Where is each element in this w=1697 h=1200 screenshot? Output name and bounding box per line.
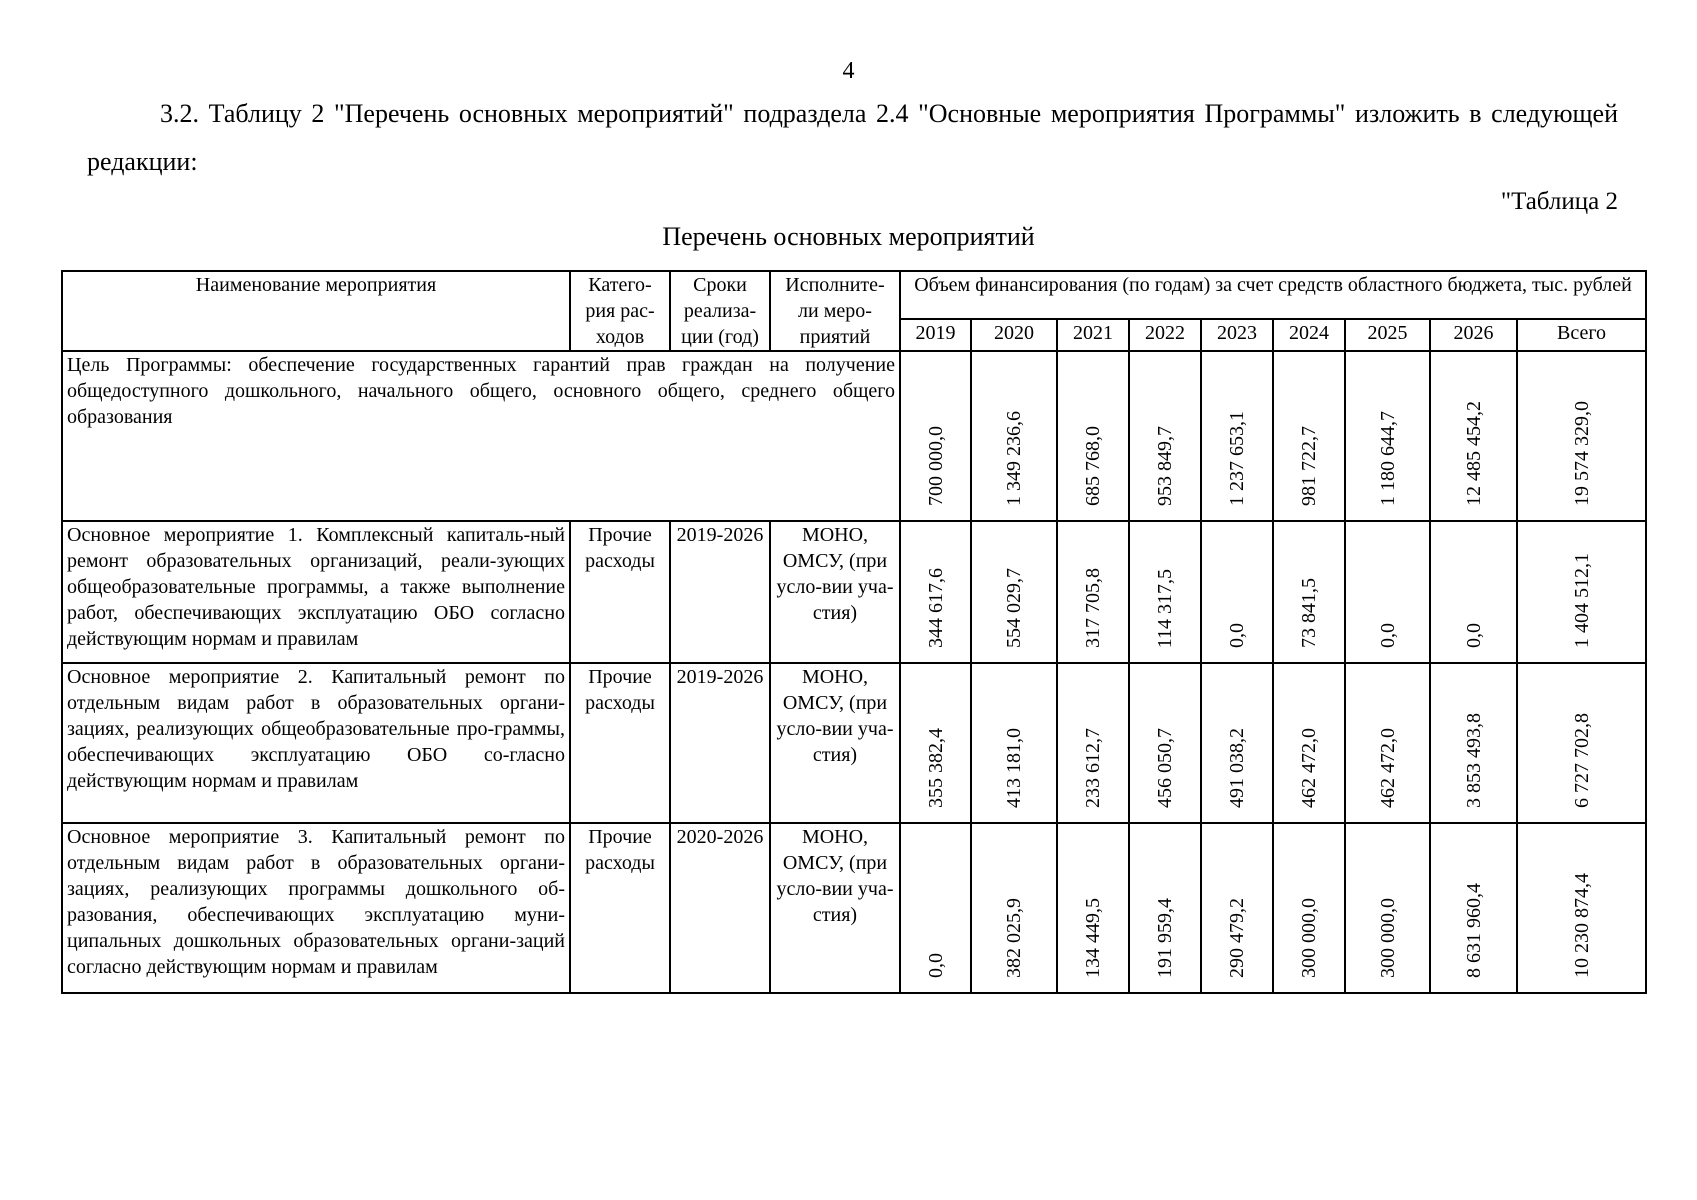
measure-terms: 2019-2026 [670,663,770,823]
header-year: 2025 [1345,319,1430,351]
header-row [62,271,1646,319]
measures-table [61,270,1647,994]
measure-name: Основное мероприятие 2. Капитальный ремонт по отдельным видам работ в образовательных органи-зациях, реализующих общеобразовательные про-граммы, обеспечивающих эксплуатацию ОБО со-гласно действующим нормам и правилам [62,663,570,823]
value-cell: 456 050,7 [1129,663,1201,823]
total-cell: 6 727 702,8 [1517,663,1646,823]
header-funding: Объем финансирования (по годам) за счет средств областного бюджета, тыс. рублей [900,271,1646,319]
measure-terms: 2019-2026 [670,521,770,663]
value-cell: 0,0 [1430,521,1517,663]
value-cell: 191 959,4 [1129,823,1201,993]
table-row [62,521,1646,663]
measure-category: Прочие расходы [570,663,670,823]
value-cell: 491 038,2 [1201,663,1273,823]
value-cell: 317 705,8 [1057,521,1129,663]
header-name: Наименование мероприятия [62,271,570,351]
header-year: 2026 [1430,319,1517,351]
header-year: 2022 [1129,319,1201,351]
value-cell: 382 025,9 [971,823,1057,993]
intro-paragraph: 3.2. Таблицу 2 "Перечень основных мероприятий" подраздела 2.4 "Основные мероприятия Программы" изложить в следующей редакции: [87,99,1618,176]
header-year: 2020 [971,319,1057,351]
value-cell: 1 180 644,7 [1345,351,1430,521]
value-cell: 300 000,0 [1273,823,1345,993]
value-cell: 981 722,7 [1273,351,1345,521]
value-cell: 1 349 236,6 [971,351,1057,521]
header-category: Катего-рия рас-ходов [570,271,670,351]
measure-name: Основное мероприятие 1. Комплексный капиталь-ный ремонт образовательных организаций, реали-зующих общеобразовательные программы, а также выполнение работ, обеспечивающих эксплуатацию ОБО согласно действующим нормам и правилам [62,521,570,663]
measure-name: Основное мероприятие 3. Капитальный ремонт по отдельным видам работ в образовательных органи-зациях, реализующих программы дошкольного об-разования, обеспечивающих эксплуатацию муни-ципальных дошкольных образовательных органи-заций согласно действующим нормам и правилам [62,823,570,993]
value-cell: 114 317,5 [1129,521,1201,663]
table-label: "Таблица 2 [1500,188,1618,215]
measure-category: Прочие расходы [570,823,670,993]
value-cell: 462 472,0 [1273,663,1345,823]
value-cell: 12 485 454,2 [1430,351,1517,521]
header-year: 2024 [1273,319,1345,351]
total-cell: 19 574 329,0 [1517,351,1646,521]
total-cell: 10 230 874,4 [1517,823,1646,993]
value-cell: 290 479,2 [1201,823,1273,993]
goal-row [62,351,1646,521]
value-cell: 413 181,0 [971,663,1057,823]
value-cell: 685 768,0 [1057,351,1129,521]
value-cell: 233 612,7 [1057,663,1129,823]
value-cell: 462 472,0 [1345,663,1430,823]
value-cell: 73 841,5 [1273,521,1345,663]
value-cell: 300 000,0 [1345,823,1430,993]
value-cell: 700 000,0 [900,351,971,521]
goal-text: Цель Программы: обеспечение государственных гарантий прав граждан на получение общедоступного дошкольного, начального общего, основного общего, среднего общего образования [62,351,900,521]
value-cell: 1 237 653,1 [1201,351,1273,521]
value-cell: 3 853 493,8 [1430,663,1517,823]
table-row [62,663,1646,823]
table-title: Перечень основных мероприятий [662,222,1035,251]
measure-executors: МОНО, ОМСУ, (при усло-вии уча-стия) [770,663,900,823]
value-cell: 344 617,6 [900,521,971,663]
page-number: 4 [842,58,855,84]
value-cell: 0,0 [1345,521,1430,663]
value-cell: 355 382,4 [900,663,971,823]
value-cell: 0,0 [1201,521,1273,663]
measure-terms: 2020-2026 [670,823,770,993]
value-cell: 0,0 [900,823,971,993]
measure-executors: МОНО, ОМСУ, (при усло-вии уча-стия) [770,823,900,993]
measure-executors: МОНО, ОМСУ, (при усло-вии уча-стия) [770,521,900,663]
header-year: 2023 [1201,319,1273,351]
value-cell: 8 631 960,4 [1430,823,1517,993]
value-cell: 134 449,5 [1057,823,1129,993]
value-cell: 953 849,7 [1129,351,1201,521]
header-total: Всего [1517,319,1646,351]
header-terms: Сроки реализа-ции (год) [670,271,770,351]
header-year: 2021 [1057,319,1129,351]
table-row [62,823,1646,993]
total-cell: 1 404 512,1 [1517,521,1646,663]
header-year: 2019 [900,319,971,351]
header-executors: Исполните-ли меро-приятий [770,271,900,351]
value-cell: 554 029,7 [971,521,1057,663]
measure-category: Прочие расходы [570,521,670,663]
